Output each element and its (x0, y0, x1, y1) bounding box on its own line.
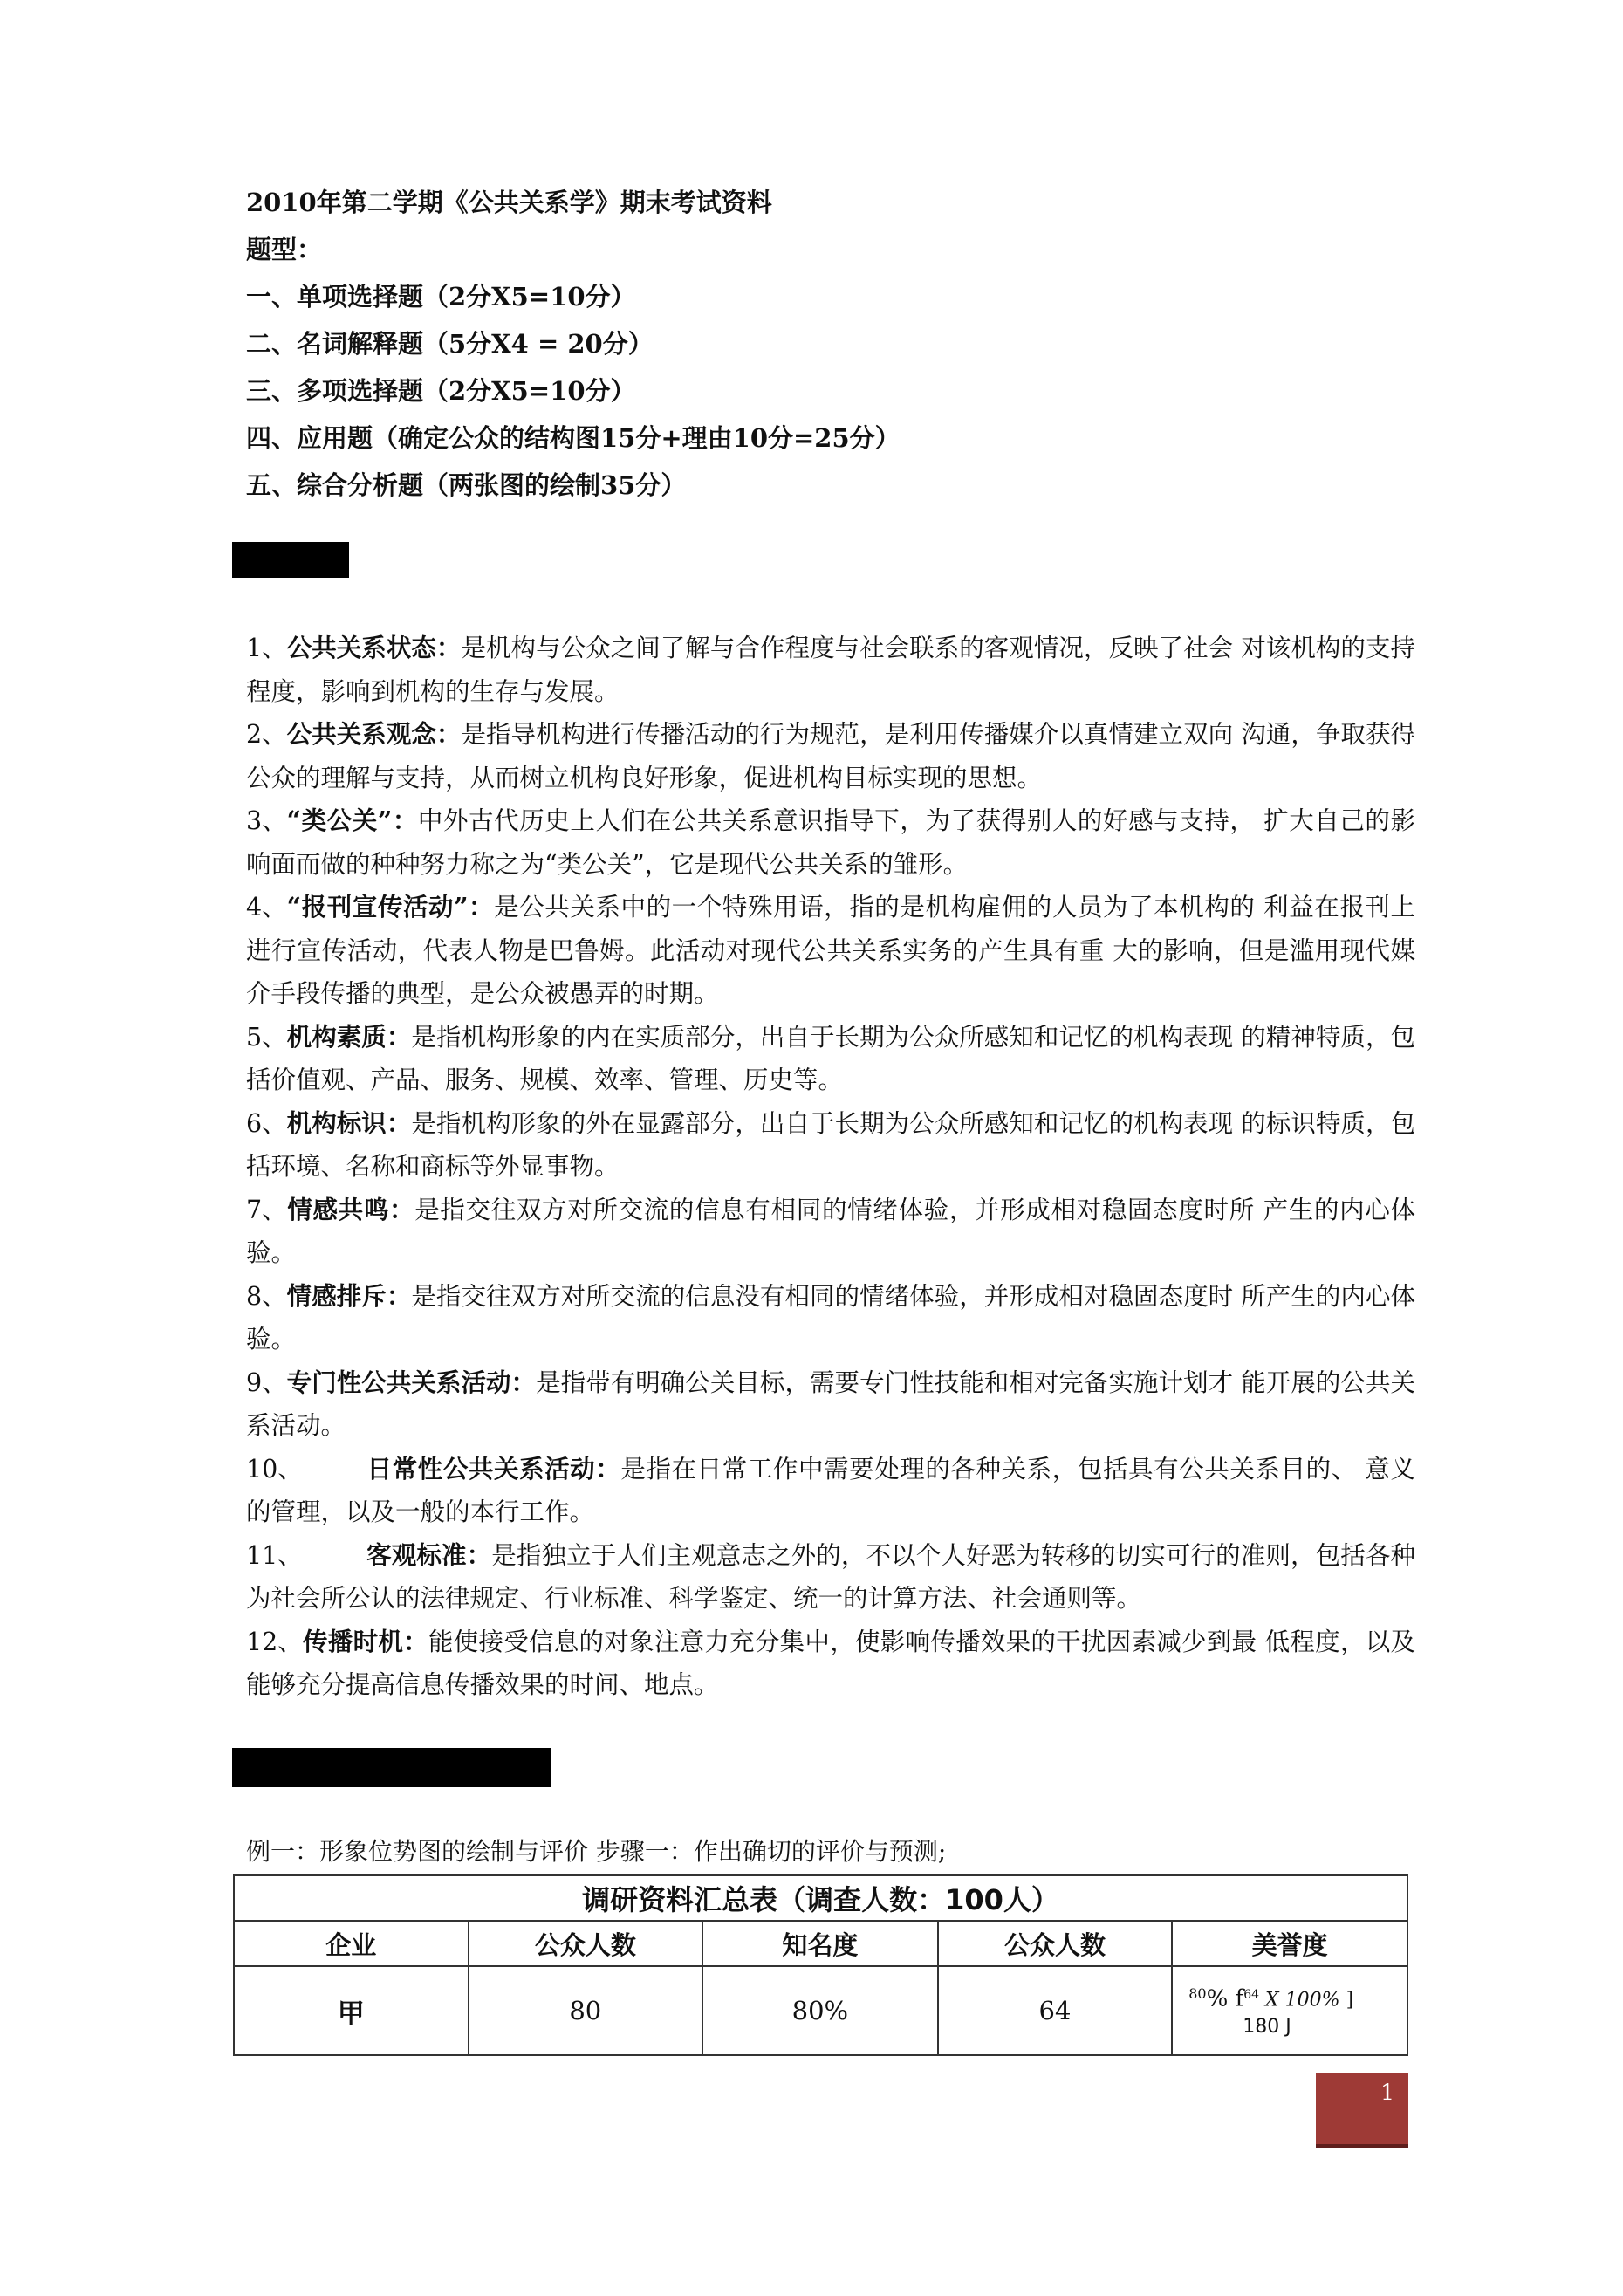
definition-number: 10、 (246, 1454, 303, 1484)
page-number: 1 (1380, 2080, 1394, 2105)
definition-text: 是指交往双方对所交流的信息没有相同的情绪体验，并形成相对稳固态度时 所产生的内心体验。 (246, 1281, 1415, 1354)
formula-fragment: 80 (1188, 1985, 1207, 2003)
page-number-badge (1316, 2073, 1408, 2148)
definition-text: 是指机构形象的内在实质部分，出自于长期为公众所感知和记忆的机构表现 的精神特质，包括价值观、产品、服务、规模、效率、管理、历史等。 (246, 1022, 1415, 1094)
definition-number: 3、 (246, 806, 287, 835)
definition-text: 是指独立于人们主观意志之外的，不以个人好恶为转移的切实可行的准则，包括各种为社会所公认的法律规定、行业标准、科学鉴定、统一的计算方法、社会通则等。 (246, 1540, 1415, 1613)
definition-number: 5、 (246, 1022, 287, 1052)
definition-item (246, 799, 1415, 886)
question-type-item: 四、应用题（确定公众的结构图15分+理由10分=25分） (246, 423, 901, 453)
definition-term: 情感共鸣： (286, 1194, 415, 1224)
table-cell-reputation-formula (1172, 1966, 1407, 2055)
definition-text: 是指导机构进行传播活动的行为规范，是利用传播媒介以真情建立双向 沟通，争取获得公众的理解与支持，从而树立机构良好形象，促进机构目标实现的思想。 (246, 720, 1415, 792)
table-cell-awareness: 80% (702, 1966, 938, 2055)
table-caption: 调研资料汇总表（调查人数：100人） (234, 1875, 1407, 1921)
definition-number: 9、 (246, 1367, 287, 1397)
definition-item (246, 1189, 1415, 1275)
definition-term: 公共关系状态： (286, 633, 462, 662)
definition-term: 公共关系观念： (286, 719, 462, 749)
definition-text: 中外古代历史上人们在公共关系意识指导下，为了获得别人的好感与支持， 扩大自己的影响面而做的种种努力称之为“类公关”，它是现代公共关系的雏形。 (246, 806, 1416, 879)
definition-number: 1、 (246, 634, 287, 662)
question-type-item: 三、多项选择题（2分X5=10分） (246, 376, 636, 406)
definition-text: 是公共关系中的一个特殊用语，指的是机构雇佣的人员为了本机构的 利益在报刊上进行宣传活动，代表人物是巴鲁姆。此活动对现代公共关系实务的产生具有重 大的影响，但是滥用现代媒介手段传播的典型，是公众被愚弄的时期。 (246, 893, 1416, 1008)
definition-item (246, 1621, 1415, 1707)
definition-term: 客观标准： (366, 1539, 492, 1570)
example-caption: 例一：形象位势图的绘制与评价 步骤一：作出确切的评价与预测; (246, 1837, 947, 1866)
definition-number: 8、 (246, 1281, 287, 1311)
definition-text: 是指机构形象的外在显露部分，出自于长期为公众所感知和记忆的机构表现 的标识特质，包括环境、名称和商标等外显事物。 (246, 1108, 1415, 1181)
definition-text: 是指在日常工作中需要处理的各种关系，包括具有公共关系目的、 意义的管理，以及一般的本行工作。 (246, 1454, 1415, 1526)
definition-item (246, 1016, 1415, 1102)
definition-item (246, 1534, 1415, 1621)
document-title: 2010年第二学期《公共关系学》期末考试资料 (246, 188, 772, 217)
question-type-item: 五、综合分析题（两张图的绘制35分） (246, 470, 687, 500)
formula-fragment: X 100% (1259, 1989, 1340, 2012)
table-cell-company: 甲 (234, 1966, 469, 2055)
exam-header (246, 179, 1468, 509)
definition-number: 7、 (246, 1195, 287, 1224)
definition-number: 11、 (246, 1540, 303, 1570)
table-cell-public-count: 80 (469, 1966, 703, 2055)
table-header-cell: 企业 (234, 1921, 469, 1966)
formula-fragment: 180 J (1243, 2015, 1291, 2038)
definition-text: 能使接受信息的对象注意力充分集中，使影响传播效果的干扰因素减少到最 低程度，以及能够充分提高信息传播效果的时间、地点。 (246, 1627, 1415, 1699)
definition-text: 是指交往双方对所交流的信息有相同的情绪体验，并形成相对稳固态度时所 产生的内心体验。 (246, 1195, 1415, 1267)
definition-term: “报刊宣传活动”： (286, 892, 495, 922)
table-header-cell: 美誉度 (1172, 1921, 1407, 1966)
definitions-list (246, 627, 1415, 1707)
definition-item (246, 1102, 1415, 1189)
table-cell-public-count: 64 (938, 1966, 1173, 2055)
definition-term: 日常性公共关系活动： (366, 1453, 621, 1484)
question-types-label: 题型： (246, 235, 323, 264)
question-type-item: 一、单项选择题（2分X5=10分） (246, 282, 636, 312)
redacted-section-heading (232, 542, 349, 578)
definition-item (246, 1448, 1415, 1534)
formula-fragment: ] (1339, 1989, 1354, 2012)
table-header-cell: 公众人数 (938, 1921, 1173, 1966)
definition-term: 专门性公共关系活动： (286, 1367, 537, 1397)
table-header-cell: 知名度 (702, 1921, 938, 1966)
definition-item (246, 1275, 1415, 1361)
definition-number: 4、 (246, 893, 287, 922)
redacted-section-heading (232, 1748, 551, 1787)
formula-fragment: % f (1206, 1985, 1244, 2012)
definition-term: 情感排斥： (286, 1280, 412, 1311)
definition-number: 6、 (246, 1108, 287, 1138)
question-type-item: 二、名词解释题（5分X4 = 20分） (246, 329, 654, 359)
definition-item (246, 886, 1415, 1016)
definition-item (246, 627, 1415, 713)
definition-text: 是机构与公众之间了解与合作程度与社会联系的客观情况，反映了社会 对该机构的支持程度，影响到机构的生存与发展。 (246, 634, 1415, 706)
formula-fragment: 64 (1243, 1988, 1260, 2003)
table-header-cell: 公众人数 (469, 1921, 703, 1966)
survey-summary-table (233, 1874, 1408, 2056)
definition-term: “类公关”： (286, 805, 418, 835)
definition-text: 是指带有明确公关目标，需要专门性技能和相对完备实施计划才 能开展的公共关系活动。 (246, 1367, 1415, 1440)
definition-item (246, 713, 1415, 799)
definition-term: 传播时机： (302, 1626, 428, 1656)
table-row (234, 1966, 1407, 2055)
definition-number: 12、 (246, 1627, 303, 1656)
definition-item (246, 1361, 1415, 1448)
definition-term: 机构素质： (286, 1021, 412, 1052)
definition-term: 机构标识： (286, 1107, 412, 1138)
definition-number: 2、 (246, 720, 287, 749)
